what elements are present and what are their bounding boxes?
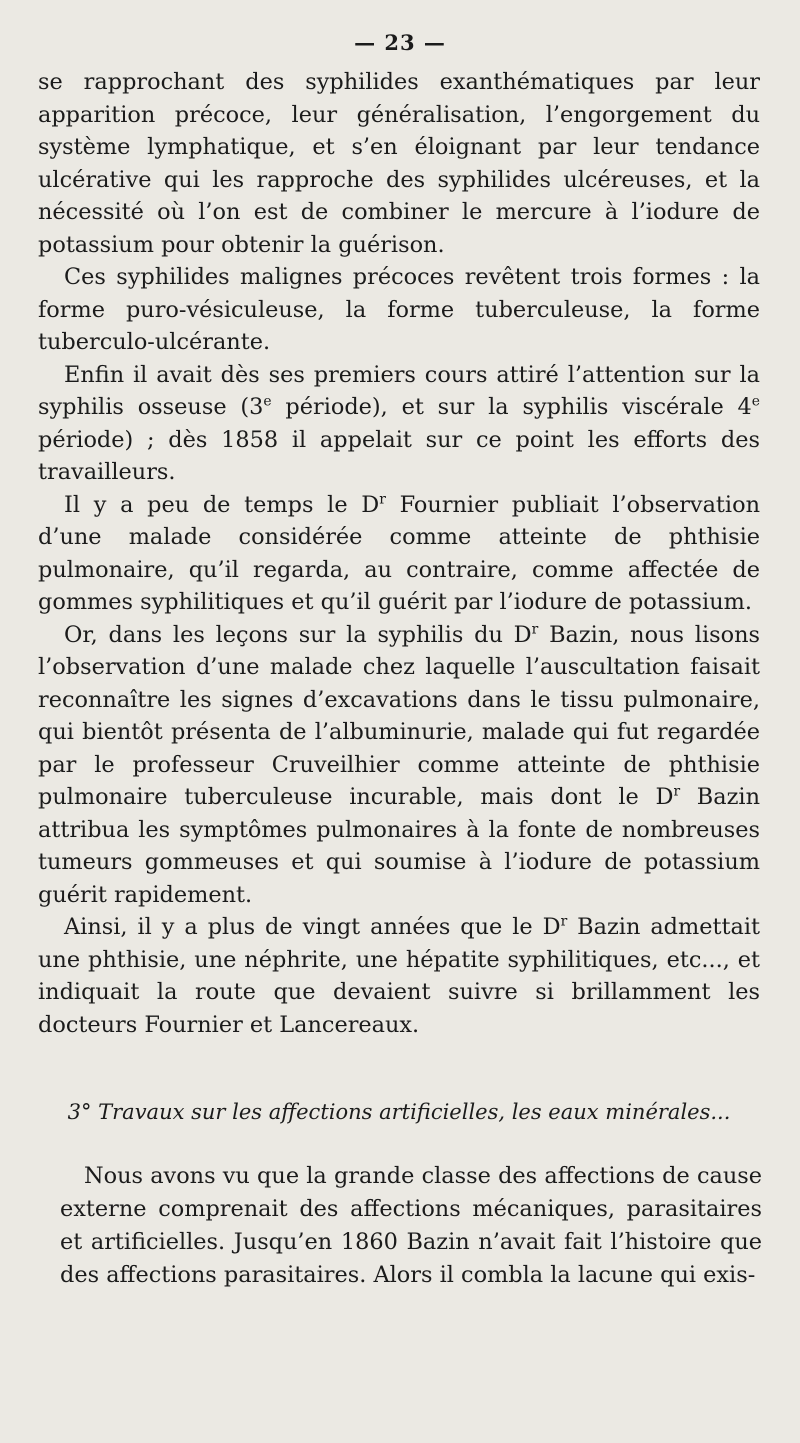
paragraph-5-part-2: Bazin, nous lisons l’observation d’une malade chez laquelle l’auscultation faisait reconnaître les signes d’excavations dans le tissu pulmonaire, qui bientôt présenta de l’albuminurie, malade qui fut regardée par le professeur Cruveilhier comme atteinte de phthisie pulmonaire tuberculeuse incurable, mais dont le D xyxy=(38,621,760,810)
paragraph-3-part-1: Enfin il avait dès ses premiers cours attiré l’attention sur la syphilis osseuse (3 xyxy=(38,361,760,420)
body-text-upper xyxy=(38,66,760,1041)
paragraph-4-part-2: Fournier publiait l’observation d’une malade considérée comme atteinte de phthisie pulmonaire, qu’il regarda, au contraire, comme affectée de gommes syphilitiques et qu’il guérit par l’iodure de potassium. xyxy=(38,491,760,615)
section-heading: 3° Travaux sur les affections artificielles, les eaux minérales... xyxy=(67,1100,731,1124)
paragraph-5-part-3: Bazin attribua les symptômes pulmonaires à la fonte de nombreuses tumeurs gommeuses et qui soumise à l’iodure de potassium guérit rapidement. xyxy=(38,784,760,908)
superscript-r: r xyxy=(531,621,539,638)
superscript-r: r xyxy=(379,491,386,508)
page-number: — 23 — xyxy=(354,30,446,55)
superscript-r: r xyxy=(673,783,681,800)
superscript-e: e xyxy=(751,393,760,410)
paragraph-2: Ces syphilides malignes précoces revêtent trois formes : la forme puro-vésiculeuse, la forme tuberculeuse, la forme tuberculo-ulcérante. xyxy=(38,264,760,355)
superscript-e: e xyxy=(263,393,272,410)
paragraph-5-part-1: Or, dans les leçons sur la syphilis du D xyxy=(64,621,532,648)
body-text-lower xyxy=(60,1160,762,1292)
superscript-r: r xyxy=(560,913,568,930)
paragraph-1: se rapprochant des syphilides exanthématiques par leur apparition précoce, leur généralisation, l’engorgement du système lymphatique, et s’en éloignant par leur tendance ulcérative qui les rapproche des syphilides ulcéreuses, et la nécessité où l’on est de combiner le mercure à l’iodure de potassium pour obtenir la guérison. xyxy=(38,69,760,258)
paragraph-3-part-3: période) ; dès 1858 il appelait sur ce point les efforts des travailleurs. xyxy=(38,426,760,485)
paragraph-4 xyxy=(38,489,760,619)
paragraph-6-part-2: Bazin admettait une phthisie, une néphrite, une hépatite syphilitiques, etc..., et indiquait la route que devaient suivre si brillamment les docteurs Fournier et Lancereaux. xyxy=(38,914,760,1038)
paragraph-5 xyxy=(38,619,760,912)
paragraph-4-part-1: Il y a peu de temps le D xyxy=(64,491,380,518)
paragraph-7: Nous avons vu que la grande classe des affections de cause externe comprenait des affections mécaniques, parasitaires et artificielles. Jusqu’en 1860 Bazin n’avait fait l’histoire que des affections parasitaires. Alors il combla la lacune qui exis- xyxy=(60,1163,762,1288)
paragraph-3-part-2: période), et sur la syphilis viscérale 4 xyxy=(271,394,752,420)
paragraph-6 xyxy=(38,911,760,1041)
paragraph-6-part-1: Ainsi, il y a plus de vingt années que le D xyxy=(64,914,561,940)
paragraph-3 xyxy=(38,359,760,489)
